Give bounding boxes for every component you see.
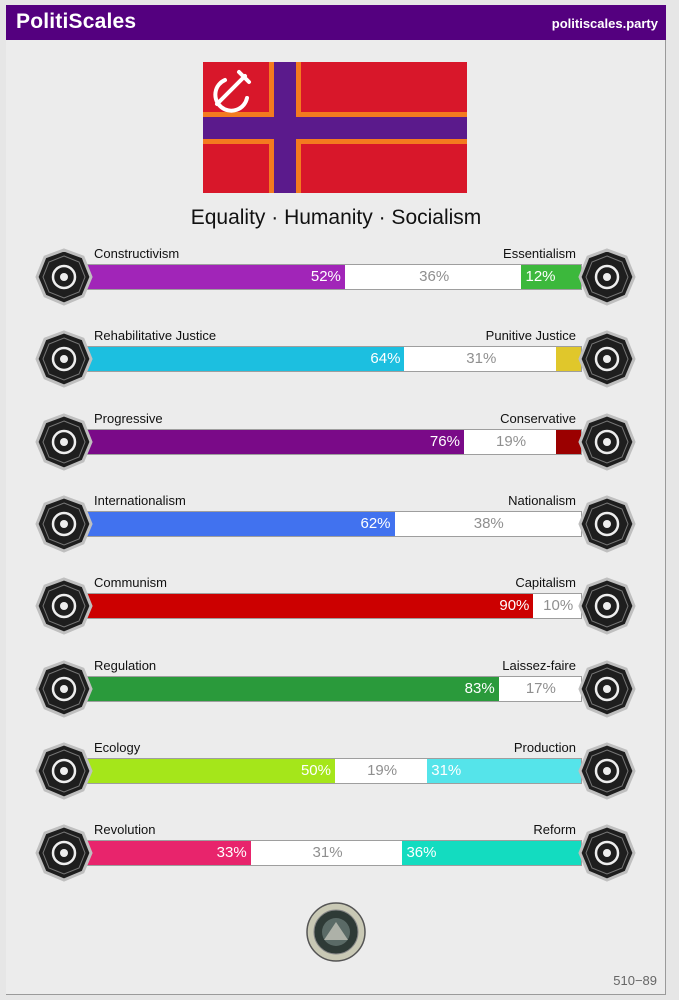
axis-right-label: Nationalism [508,492,576,508]
axis-left-label: Ecology [94,739,141,755]
axis-right-label: Essentialism [503,246,576,261]
axis-bar [86,840,582,866]
axis-left-label: Internationalism [94,492,186,508]
right-score-segment: 36% [402,841,581,865]
leaf-icon [35,742,93,800]
header-bar [6,5,666,40]
ballot-box-icon [578,824,636,882]
center-score-segment: 31% [312,844,343,862]
left-score-segment: 50% [87,759,335,783]
raised-fist-icon [35,824,93,882]
app-title[interactable]: PolitiScales [16,10,137,33]
ideology-slogan: Equality · Humanity · Socialism [190,206,482,229]
axis-bar [86,758,582,784]
left-score-segment: 90% [87,594,533,618]
globe-icon [35,495,93,553]
site-url-link[interactable]: politiscales.party [551,16,658,31]
axis-row [6,818,666,884]
axis-right-label: Reform [533,822,576,838]
result-card [6,5,666,995]
rocket-icon [35,413,93,471]
money-bag-icon [578,577,636,635]
butterfly-icon [578,660,636,718]
axis-row [6,489,666,555]
axis-row [6,736,666,802]
left-score-segment: 62% [87,512,395,536]
axis-left-label: Regulation [94,657,157,673]
gear-icon [578,742,636,800]
flag [203,62,467,193]
axis-left-label: Rehabilitative Justice [94,328,217,344]
ruler-icon [35,660,93,718]
center-score-segment: 17% [525,679,556,697]
center-score-segment: 36% [419,268,450,285]
axis-row [6,324,666,390]
hammer-sickle-icon [35,577,93,635]
axis-right-label: Laissez-faire [502,657,576,673]
dna-flower-icon [578,248,636,306]
axis-left-label: Constructivism [94,246,180,261]
center-score-segment: 19% [367,761,398,779]
axis-row [6,571,666,637]
left-score-segment: 76% [87,430,464,454]
axis-bar [86,429,582,455]
axis-left-label: Revolution [94,822,156,838]
center-score-segment: 10% [543,597,574,615]
axis-left-label: Communism [94,575,167,591]
axis-right-label: Punitive Justice [485,328,576,344]
eye-icon [35,248,93,306]
center-score-segment: 38% [473,514,504,532]
left-score-segment: 83% [87,677,499,701]
center-score-segment: 31% [466,350,497,368]
axis-right-label: Production [513,739,576,755]
axis-bar [86,264,582,290]
flag-cross-horizontal [203,117,467,139]
seal-icon [306,902,366,962]
handshake-icon [35,330,93,388]
axis-right-label: Capitalism [515,575,576,591]
prison-bars-icon [578,330,636,388]
quill-icon [578,413,636,471]
left-score-segment: 52% [87,265,345,289]
axis-right-label: Conservative [500,410,576,426]
axis-bar [86,346,582,372]
axis-bar [86,511,582,537]
right-score-segment: 12% [521,265,581,289]
axis-row [6,654,666,720]
left-score-segment: 33% [87,841,251,865]
axis-left-label: Progressive [94,410,163,426]
center-score-segment: 19% [496,432,527,450]
axis-bar [86,593,582,619]
axis-bar [86,676,582,702]
axis-row [6,407,666,473]
right-score-segment: 31% [427,759,581,783]
left-score-segment: 64% [87,347,404,371]
axis-row [6,242,666,308]
result-code: 510−89 [613,973,657,988]
flag-icon [578,495,636,553]
